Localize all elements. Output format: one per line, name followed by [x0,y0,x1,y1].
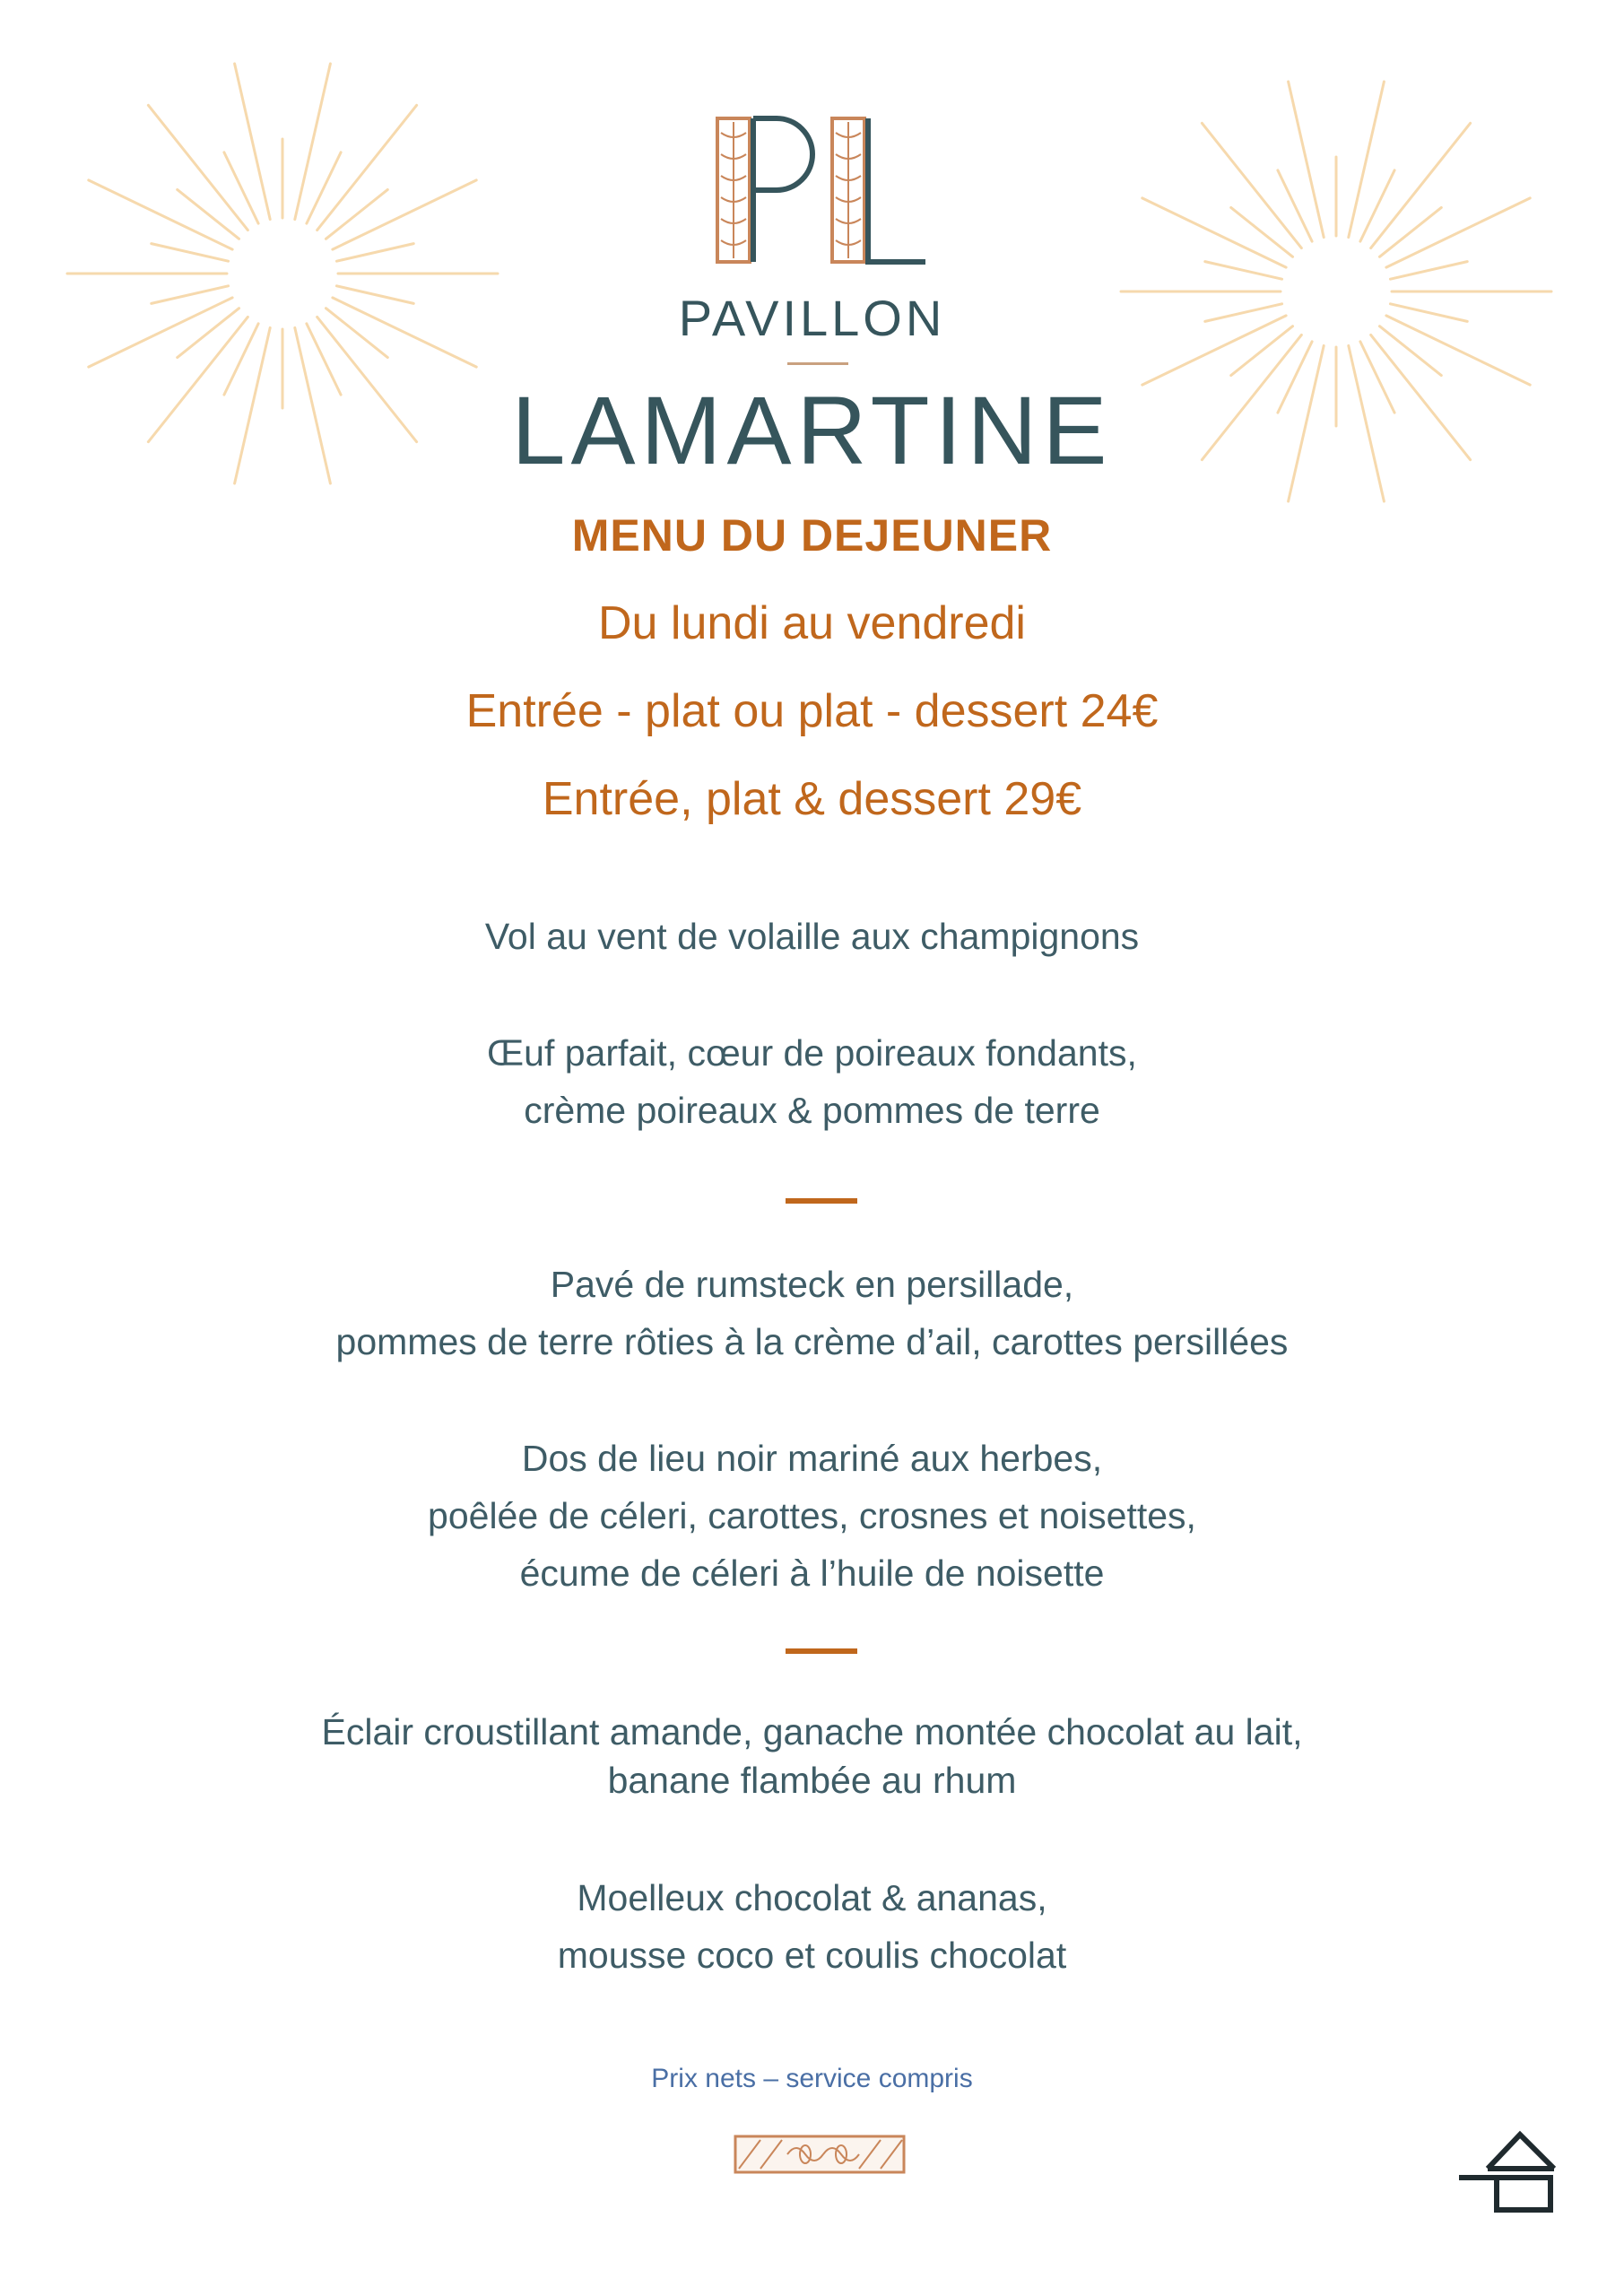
dish-line: Moelleux chocolat & ananas, [577,1877,1047,1918]
menu-title: MENU DU DEJEUNER [571,510,1053,561]
brand-name-top: PAVILLON [678,290,946,346]
section-divider [786,1198,857,1204]
main-item [0,1256,1624,1370]
floral-band-icon [734,2135,906,2174]
dish-line: pommes de terre rôties à la crème d’ail, carottes persillées [335,1321,1289,1362]
dish-line: écume de céleri à l’huile de noisette [519,1552,1105,1594]
dish-line: mousse coco et coulis chocolat [557,1935,1067,1976]
menu-days: Du lundi au vendredi [598,597,1026,649]
dish-line: poêlée de céleri, carottes, crosnes et noisettes, [428,1495,1196,1536]
section-divider [786,1648,857,1654]
starter-item [0,1024,1624,1139]
menu-formula-2: Entrée, plat & dessert 29€ [542,773,1082,825]
menu-formula-1: Entrée - plat ou plat - dessert 24€ [465,685,1159,737]
dish-line: Vol au vent de volaille aux champignons [484,916,1140,957]
starter-item [0,908,1624,965]
house-icon [1457,2127,1561,2213]
dish-line: banane flambée au rhum [607,1760,1017,1801]
brand-divider [787,362,848,365]
main-item [0,1430,1624,1602]
dessert-item [0,1708,1624,1805]
dish-line: Éclair croustillant amande, ganache montée chocolat au lait, [321,1711,1303,1752]
price-note: Prix nets – service compris [651,2064,973,2093]
dish-line: Pavé de rumsteck en persillade, [550,1264,1074,1305]
pl-monogram-icon [714,115,929,267]
dish-line: crème poireaux & pommes de terre [524,1090,1100,1131]
dessert-item [0,1869,1624,1984]
dish-line: Œuf parfait, cœur de poireaux fondants, [487,1032,1137,1074]
dish-line: Dos de lieu noir mariné aux herbes, [521,1438,1103,1479]
brand-name-main: LAMARTINE [511,376,1113,484]
